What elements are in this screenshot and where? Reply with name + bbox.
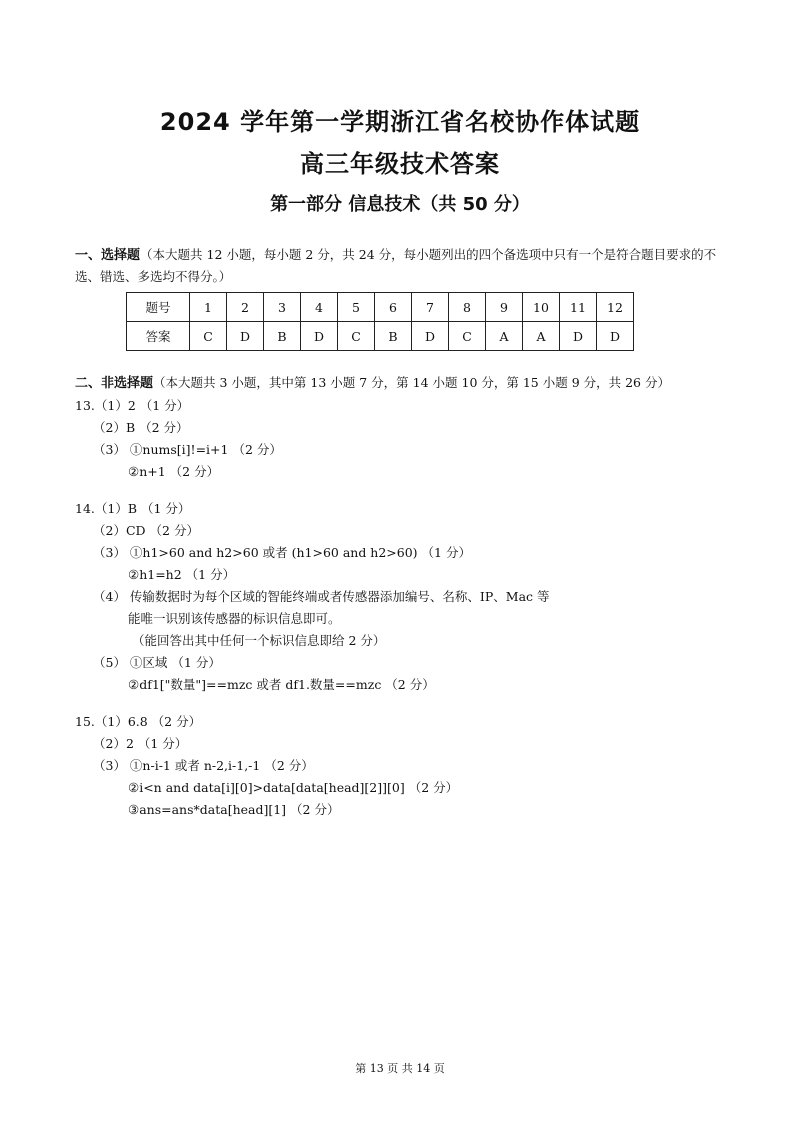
answer-line: （2）CD （2 分） <box>93 523 199 538</box>
answer-line: ③ans=ans*data[head][1] （2 分） <box>128 802 340 817</box>
answer-line: 14.（1）B （1 分） <box>75 501 191 516</box>
table-header-cell: 题号 <box>127 293 190 322</box>
answer-line: （3） ①n-i-1 或者 n-2,i-1,-1 （2 分） <box>93 758 314 773</box>
answer-line: （2）2 （1 分） <box>93 736 188 751</box>
section1-instructions: （本大题共 12 小题，每小题 2 分，共 24 分，每小题列出的四个备选项中只有一个是符合题目要求的不选、错选、多选均不得分。） <box>75 247 717 284</box>
question-number-cell: 10 <box>523 293 560 322</box>
answer-line: 能唯一识别该传感器的标识信息即可。 <box>128 611 341 626</box>
question-number-cell: 6 <box>375 293 412 322</box>
section2-heading: 二、非选择题 <box>75 376 154 391</box>
answer-cell: C <box>190 322 227 351</box>
answer-cell: D <box>560 322 597 351</box>
answer-line: （4） 传输数据时为每个区域的智能终端或者传感器添加编号、名称、IP、Mac 等 <box>93 589 550 604</box>
question-number-cell: 2 <box>227 293 264 322</box>
answer-cell: D <box>597 322 634 351</box>
table-row <box>127 293 634 322</box>
answer-cell: C <box>449 322 486 351</box>
answer-cell: B <box>375 322 412 351</box>
question-number-cell: 9 <box>486 293 523 322</box>
answer-cell: D <box>301 322 338 351</box>
page-number: 第 13 页 共 14 页 <box>355 1062 445 1075</box>
answer-line: ②i<n and data[i][0]>data[data[head][2]][0] （2 分） <box>128 780 459 795</box>
question-number-cell: 12 <box>597 293 634 322</box>
answer-line: （3） ①nums[i]!=i+1 （2 分） <box>93 442 282 457</box>
answer-line: （3） ①h1>60 and h2>60 或者 (h1>60 and h2>60) （1 分） <box>93 545 471 560</box>
document-subtitle: 高三年级技术答案 <box>300 150 500 178</box>
section-part-title: 第一部分 信息技术（共 50 分） <box>270 194 530 215</box>
answer-cell: D <box>227 322 264 351</box>
question-number-cell: 4 <box>301 293 338 322</box>
answer-cell: D <box>412 322 449 351</box>
answer-line: 15.（1）6.8 （2 分） <box>75 714 202 729</box>
answer-cell: B <box>264 322 301 351</box>
section2-intro <box>75 372 735 394</box>
question-number-cell: 1 <box>190 293 227 322</box>
document-title: 2024 学年第一学期浙江省名校协作体试题 <box>159 108 641 136</box>
answer-cell: A <box>486 322 523 351</box>
table-row <box>127 322 634 351</box>
section1-intro <box>75 244 735 287</box>
question-number-cell: 8 <box>449 293 486 322</box>
answer-line: （能回答出其中任何一个标识信息即给 2 分） <box>132 633 386 648</box>
question-number-cell: 7 <box>412 293 449 322</box>
answer-line: 13.（1）2 （1 分） <box>75 398 190 413</box>
section1-heading: 一、选择题 <box>75 248 141 263</box>
answer-line: （2）B （2 分） <box>93 420 189 435</box>
table-header-cell: 答案 <box>127 322 190 351</box>
answer-line: ②h1=h2 （1 分） <box>128 567 236 582</box>
answer-line: （5） ①区域 （1 分） <box>93 655 221 670</box>
answer-table <box>126 292 634 351</box>
answer-cell: C <box>338 322 375 351</box>
question-number-cell: 5 <box>338 293 375 322</box>
answer-line: ②n+1 （2 分） <box>128 464 220 479</box>
answer-line: ②df1["数量"]==mzc 或者 df1.数量==mzc （2 分） <box>128 677 435 692</box>
answer-cell: A <box>523 322 560 351</box>
question-number-cell: 11 <box>560 293 597 322</box>
question-number-cell: 3 <box>264 293 301 322</box>
section2-instructions: （本大题共 3 小题，其中第 13 小题 7 分，第 14 小题 10 分，第 15 小题 9 分，共 26 分） <box>153 375 670 390</box>
